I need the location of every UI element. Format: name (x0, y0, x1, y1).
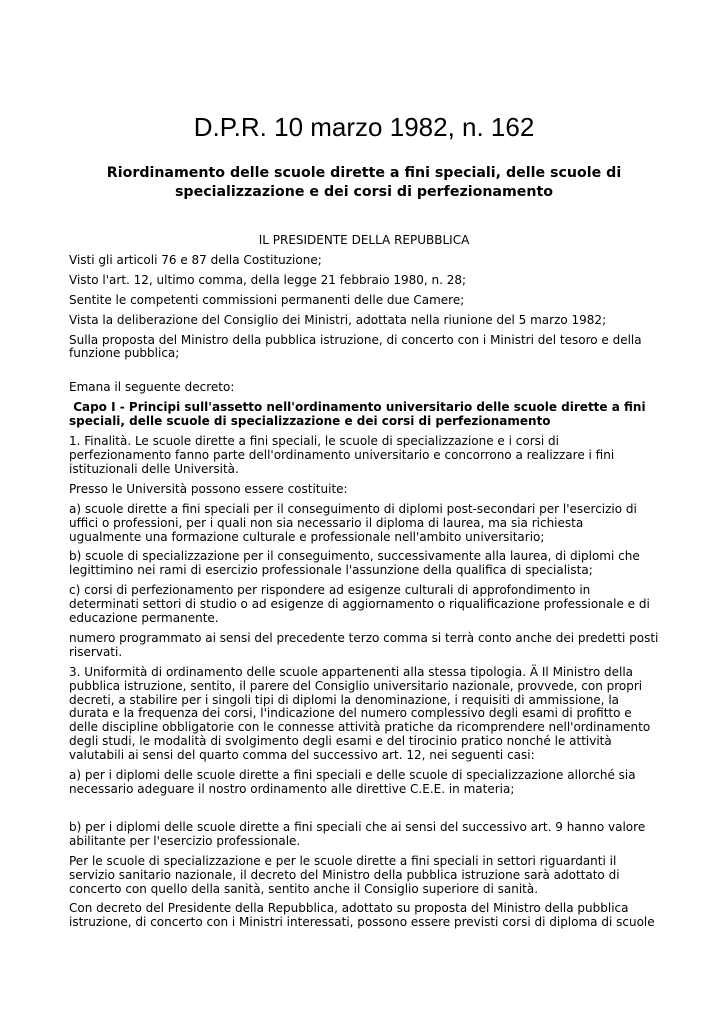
paragraph: Visto l'art. 12, ultimo comma, della legge 21 febbraio 1980, n. 28; (69, 272, 467, 287)
heading-president: IL PRESIDENTE DELLA REPUBBLICA (258, 233, 470, 247)
paragraph: b) per i diplomi delle scuole dirette a fini speciali che ai sensi del successivo art. 9 hanno valore abilitante per l'esercizio professionale. (69, 819, 646, 848)
paragraph: 1. Finalità. Le scuole dirette a fini speciali, le scuole di specializzazione e i corsi di perfezionamento fanno parte dell'ordinamento universitario e concorrono a realizzare i fini istituzionali delle Università. (69, 434, 615, 476)
paragraph: a) per i diplomi delle scuole dirette a fini speciali e delle scuole di specializzazione allorché sia necessario adeguare il nostro ordinamento alle direttive C.E.E. in materia; (69, 768, 636, 796)
paragraph: Emana il seguente decreto: (69, 380, 235, 395)
document-body (69, 234, 659, 936)
paragraph: Per le scuole di specializzazione e per le scuole dirette a fini speciali in settori riguardanti il servizio sanitario nazionale, il decreto del Ministro della pubblica istruzione sarà adottato di concerto con quello della sanità, sentito anche il Consiglio superiore di sanità. (69, 853, 620, 896)
paragraph: Visti gli articoli 76 e 87 della Costituzione; (69, 252, 322, 267)
document-subtitle: Riordinamento delle scuole dirette a fini speciali, delle scuole di specializzazione e dei corsi di perfezionamento (106, 165, 622, 200)
paragraph: 3. Uniformità di ordinamento delle scuole appartenenti alla stessa tipologia. Ä Il Ministro della pubblica istruzione, sentito, il parere del Consiglio universitario nazionale, provvede, con propri decreti, a stabilire per i singoli tipi di diplomi la denominazione, i requisiti di ammissione, la durata e la frequenza dei corsi, l'indicazione del numero complessivo degli esami di profitto e delle discipline obbligatorie con le connesse attività pratiche da ricomprendere nell'ordinamento degli studi, le modalità di svolgimento degli esami e del tirocinio pratico nonché le attività valutabili ai sensi del quarto comma del successivo art. 12, nei seguenti casi: (69, 664, 651, 763)
chapter-heading: Capo I - Principi sull'assetto nell'ordinamento universitario delle scuole dirette a fini speciali, delle scuole di specializzazione e dei corsi di perfezionamento (69, 400, 650, 429)
document-title: D.P.R. 10 marzo 1982, n. 162 (193, 112, 535, 142)
paragraph: numero programmato ai sensi del precedente terzo comma si terrà conto anche dei predetti posti riservati. (69, 630, 659, 659)
paragraph: Sulla proposta del Ministro della pubblica istruzione, di concerto con i Ministri del tesoro e della funzione pubblica; (69, 332, 642, 361)
paragraph: c) corsi di perfezionamento per rispondere ad esigenze culturali di approfondimento in determinati settori di studio o ad esigenze di aggiornamento o riqualificazione professionale e di educazione permanente. (69, 583, 650, 626)
paragraph: Vista la deliberazione del Consiglio dei Ministri, adottata nella riunione del 5 marzo 1982; (69, 312, 607, 327)
paragraph: b) scuole di specializzazione per il conseguimento, successivamente alla laurea, di diplomi che legittimino nei rami di esercizio professionale l'assunzione della qualifica di specialista; (69, 549, 640, 578)
paragraph: Sentite le competenti commissioni permanenti delle due Camere; (69, 292, 465, 307)
paragraph: Presso le Università possono essere costituite: (69, 481, 348, 496)
paragraph: a) scuole dirette a fini speciali per il conseguimento di diplomi post-secondari per l'esercizio di uffici o professioni, per i quali non sia necessario il diploma di laurea, ma sia richiesta ugualmente una formazione culturale e professionale nell'ambito universitario; (69, 501, 637, 544)
paragraph: Con decreto del Presidente della Repubblica, adottato su proposta del Ministro della pubblica istruzione, di concerto con i Ministri interessati, possono essere previsti corsi di diploma di scuole (69, 901, 655, 930)
